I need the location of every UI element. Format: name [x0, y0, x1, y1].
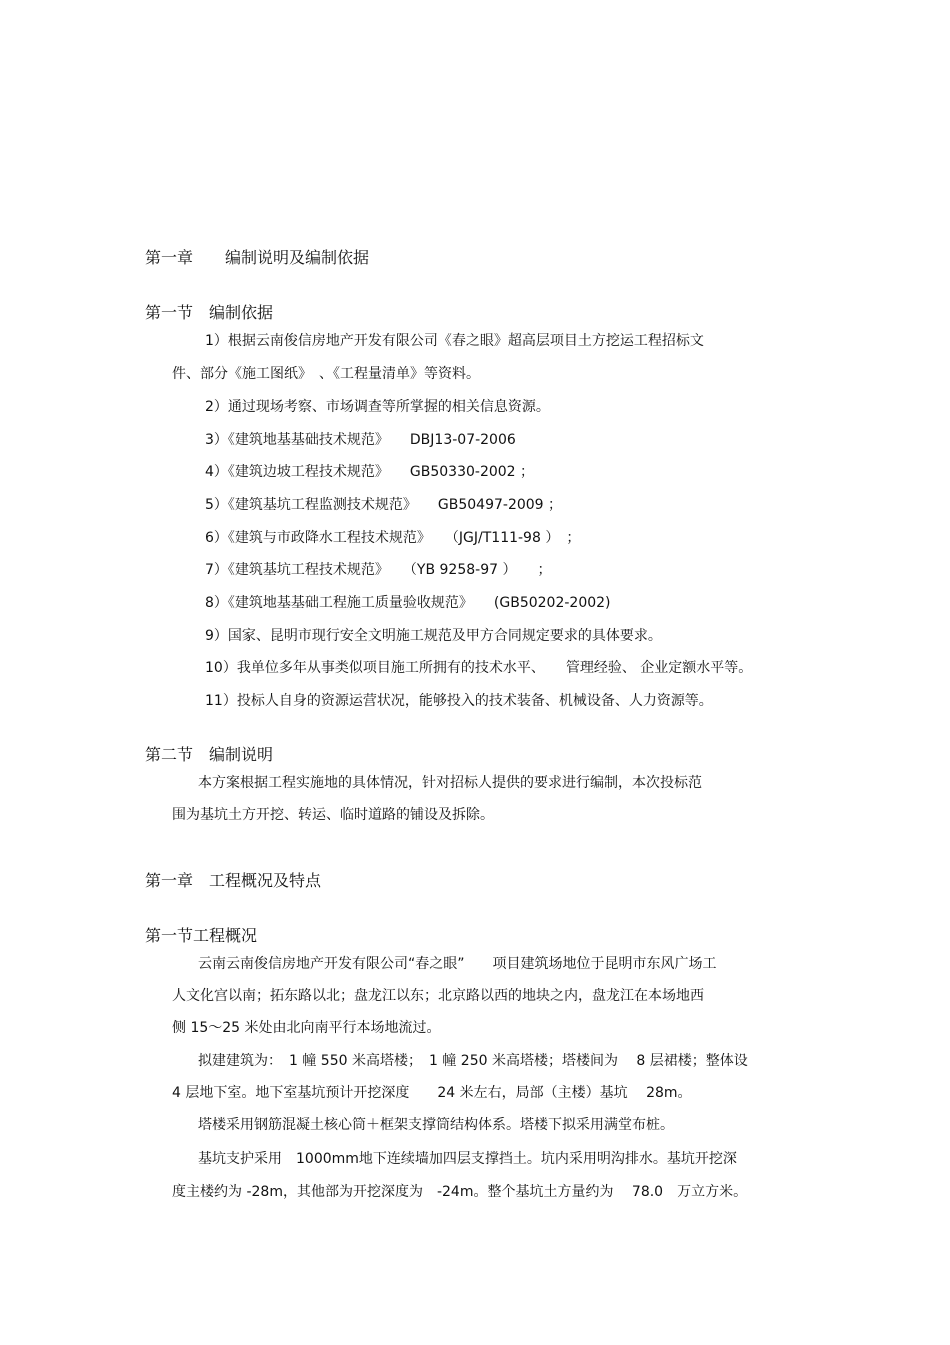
basis-item-2: 2）通过现场考察、市场调查等所掌握的相关信息资源。: [205, 399, 550, 415]
section-title: 第二节 编制说明: [145, 745, 274, 764]
paragraph-line: 基坑支护采用 1000mm地下连续墙加四层支撑挡土。坑内采用明沟排水。基坑开挖深: [198, 1151, 737, 1167]
basis-item-1: 1）根据云南俊信房地产开发有限公司《春之眼》超高层项目土方挖运工程招标文: [205, 333, 704, 349]
basis-item-7: 7）《建筑基坑工程技术规范》 （YB 9258-97 ） ；: [205, 562, 552, 578]
basis-item-11: 11）投标人自身的资源运营状况，能够投入的技术装备、机械设备、人力资源等。: [205, 693, 713, 709]
basis-item-6: 6）《建筑与市政降水工程技术规范》 （JGJ/T111-98 ） ；: [205, 530, 581, 546]
basis-item-5: 5）《建筑基坑工程监测技术规范》 GB50497-2009 ；: [205, 497, 563, 513]
paragraph-line: 侧 15～25 米处由北向南平行本场地流过。: [172, 1020, 441, 1036]
basis-item-1-cont: 件、部分《施工图纸》 、《工程量清单》等资料。: [172, 366, 480, 382]
chapter-title: 第一章 工程概况及特点: [145, 871, 322, 890]
paragraph-line: 本方案根据工程实施地的具体情况，针对招标人提供的要求进行编制，本次投标范: [198, 775, 702, 791]
paragraph-line: 拟建建筑为： 1 幢 550 米高塔楼； 1 幢 250 米高塔楼；塔楼间为 8 层裙楼；整体设: [198, 1053, 748, 1069]
chapter-title: 第一章 编制说明及编制依据: [145, 248, 370, 267]
paragraph-line: 4 层地下室。地下室基坑预计开挖深度 24 米左右，局部（主楼）基坑 28m。: [172, 1085, 692, 1101]
paragraph-line: 人文化宫以南；拓东路以北；盘龙江以东；北京路以西的地块之内，盘龙江在本场地西: [172, 988, 704, 1004]
basis-item-4: 4）《建筑边坡工程技术规范》 GB50330-2002 ；: [205, 464, 535, 480]
paragraph-line: 塔楼采用钢筋混凝土核心筒＋框架支撑筒结构体系。塔楼下拟采用满堂布桩。: [198, 1117, 674, 1133]
basis-item-9: 9）国家、昆明市现行安全文明施工规范及甲方合同规定要求的具体要求。: [205, 628, 662, 644]
basis-item-8: 8）《建筑地基基础工程施工质量验收规范》 (GB50202-2002): [205, 595, 611, 611]
paragraph-line: 度主楼约为 -28m，其他部为开挖深度为 -24m。整个基坑土方量约为 78.0 万立方米。: [172, 1184, 748, 1200]
section-title: 第一节 编制依据: [145, 303, 274, 322]
basis-item-10: 10）我单位多年从事类似项目施工所拥有的技术水平、 管理经验、 企业定额水平等。: [205, 660, 753, 676]
paragraph-line: 云南云南俊信房地产开发有限公司“春之眼” 项目建筑场地位于昆明市东风广场工: [198, 956, 717, 972]
basis-item-3: 3）《建筑地基基础技术规范》 DBJ13-07-2006: [205, 432, 516, 448]
paragraph-line: 围为基坑土方开挖、转运、临时道路的铺设及拆除。: [172, 807, 494, 823]
section-title: 第一节工程概况: [145, 926, 258, 945]
